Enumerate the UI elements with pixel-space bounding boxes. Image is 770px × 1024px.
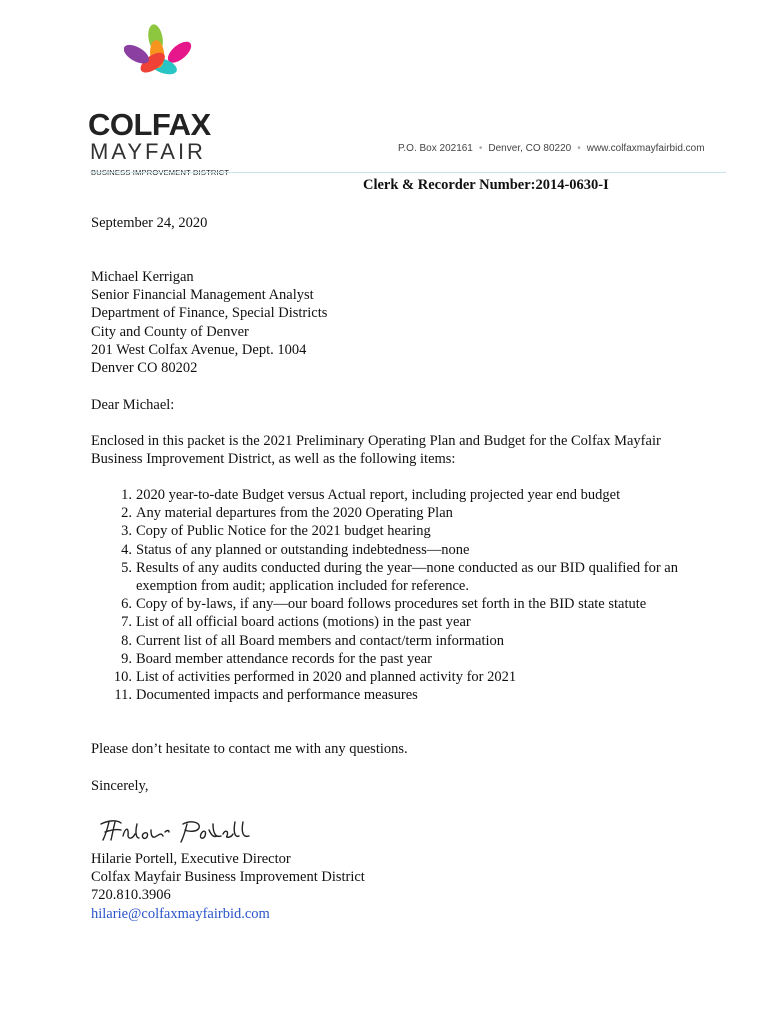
list-item-text: List of activities performed in 2020 and planned activity for 2021 bbox=[136, 669, 517, 686]
list-item-number: 11. bbox=[114, 687, 132, 704]
recipient-city: Denver CO 80202 bbox=[91, 360, 198, 377]
intro-paragraph: Enclosed in this packet is the 2021 Preliminary Operating Plan and Budget for the Colfax Mayfair Business Improvement District, as well as the following items: bbox=[91, 433, 661, 468]
list-item bbox=[91, 595, 711, 613]
flower-logo-icon bbox=[124, 24, 194, 90]
list-item-text: Documented impacts and performance measures bbox=[136, 687, 418, 704]
list-item bbox=[91, 504, 711, 522]
logo-wordmark-mayfair: MAYFAIR bbox=[90, 139, 206, 164]
list-item-number: 3. bbox=[121, 523, 132, 540]
list-item-number: 6. bbox=[121, 596, 132, 613]
separator-dot: • bbox=[577, 143, 581, 154]
list-item-number: 1. bbox=[121, 487, 132, 503]
list-item bbox=[91, 522, 711, 540]
list-item-text: Results of any audits conducted during the year—none conducted as our BID qualified for an exemption from audit; application included for reference. bbox=[136, 559, 678, 595]
handwritten-signature bbox=[95, 810, 255, 850]
signer-email-link[interactable]: hilarie@colfaxmayfairbid.com bbox=[91, 905, 270, 922]
letterhead-contact bbox=[398, 143, 705, 154]
list-item bbox=[91, 613, 711, 631]
clerk-recorder-number: Clerk & Recorder Number:2014-0630-I bbox=[363, 177, 609, 193]
list-item-number: 9. bbox=[121, 650, 132, 667]
list-item-text: Status of any planned or outstanding indebtedness—none bbox=[136, 541, 470, 558]
signer-phone: 720.810.3906 bbox=[91, 887, 171, 904]
list-item bbox=[91, 650, 711, 668]
header-divider bbox=[90, 172, 726, 173]
list-item-number: 5. bbox=[121, 559, 132, 576]
list-item-number: 8. bbox=[121, 632, 132, 649]
po-box: P.O. Box 202161 bbox=[398, 143, 473, 154]
recipient-department: Department of Finance, Special Districts bbox=[91, 305, 328, 322]
list-item-number: 7. bbox=[121, 614, 132, 631]
recipient-address bbox=[91, 268, 327, 377]
list-item bbox=[91, 632, 711, 650]
separator-dot: • bbox=[478, 143, 483, 154]
list-item-text: Any material departures from the 2020 Operating Plan bbox=[136, 505, 453, 522]
organization-logo bbox=[82, 24, 232, 164]
list-item-text: Copy of Public Notice for the 2021 budget hearing bbox=[136, 523, 431, 540]
list-item bbox=[91, 686, 711, 704]
recipient-name: Michael Kerrigan bbox=[91, 269, 194, 285]
signer-name-title: Hilarie Portell, Executive Director bbox=[91, 851, 291, 867]
letter-date: September 24, 2020 bbox=[91, 215, 208, 231]
list-item bbox=[91, 541, 711, 559]
list-item-text: Copy of by-laws, if any—our board follows procedures set forth in the BID state statute bbox=[136, 596, 647, 613]
closing-paragraph: Please don’t hesitate to contact me with any questions. bbox=[91, 741, 408, 757]
signer-organization: Colfax Mayfair Business Improvement District bbox=[91, 869, 365, 886]
list-item-number: 10. bbox=[113, 669, 132, 686]
list-item bbox=[91, 486, 711, 504]
signature-block bbox=[91, 850, 365, 923]
recipient-organization: City and County of Denver bbox=[91, 323, 249, 340]
list-item-text: Current list of all Board members and contact/term information bbox=[136, 632, 505, 649]
list-item-text: 2020 year-to-date Budget versus Actual report, including projected year end budget bbox=[136, 487, 621, 503]
website-link[interactable]: www.colfaxmayfairbid.com bbox=[586, 143, 705, 154]
list-item-number: 2. bbox=[121, 505, 132, 522]
sign-off: Sincerely, bbox=[91, 778, 149, 794]
list-item-text: Board member attendance records for the past year bbox=[136, 650, 432, 667]
list-item bbox=[91, 559, 711, 595]
list-item bbox=[91, 668, 711, 686]
recipient-street: 201 West Colfax Avenue, Dept. 1004 bbox=[91, 341, 307, 358]
city-state-zip: Denver, CO 80220 bbox=[488, 143, 572, 154]
list-item-text: List of all official board actions (motions) in the past year bbox=[136, 614, 471, 631]
logo-wordmark-colfax: COLFAX bbox=[88, 107, 211, 142]
recipient-title: Senior Financial Management Analyst bbox=[91, 287, 314, 304]
list-item-number: 4. bbox=[121, 541, 132, 558]
enclosed-items-list bbox=[91, 486, 711, 704]
salutation: Dear Michael: bbox=[91, 397, 175, 413]
